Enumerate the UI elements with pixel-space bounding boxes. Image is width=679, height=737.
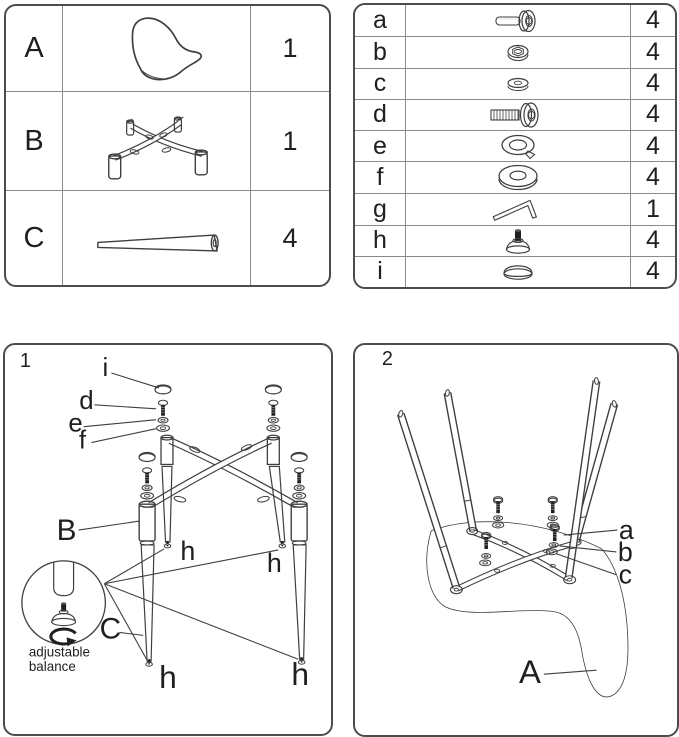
step1-panel bbox=[3, 343, 333, 736]
main-parts-table bbox=[4, 4, 331, 287]
hw-qty bbox=[630, 225, 675, 256]
hw-image-cell bbox=[405, 225, 630, 256]
hw-image-cell bbox=[405, 5, 630, 36]
long-bolt-icon bbox=[487, 100, 549, 130]
lock-nut-icon bbox=[500, 42, 536, 62]
short-bolt-icon bbox=[491, 8, 545, 34]
part-image-cell bbox=[62, 6, 250, 91]
label-nut-b: b bbox=[617, 536, 633, 567]
allen-key-icon bbox=[488, 195, 548, 223]
front-left-leg bbox=[139, 501, 155, 666]
front-right-leg bbox=[291, 501, 307, 664]
label-foot-h: h bbox=[159, 659, 177, 696]
seat-shell-icon bbox=[63, 7, 250, 91]
qty-value: 4 bbox=[646, 69, 660, 98]
label-bolt-d: d bbox=[79, 386, 94, 415]
hw-letter: f bbox=[376, 163, 384, 192]
qty-value: 1 bbox=[646, 194, 660, 223]
hw-label bbox=[355, 193, 405, 224]
hw-label bbox=[355, 99, 405, 130]
hw-letter: e bbox=[373, 131, 387, 160]
hardware-stack bbox=[155, 385, 171, 431]
callout-text-line2: balance bbox=[28, 659, 76, 675]
hw-qty bbox=[630, 256, 675, 287]
label-washer-c: c bbox=[618, 559, 633, 590]
end-cap-icon bbox=[499, 259, 537, 285]
hw-label bbox=[355, 256, 405, 287]
qty-value: 4 bbox=[646, 100, 660, 129]
hw-letter: a bbox=[373, 6, 387, 35]
hw-label bbox=[355, 130, 405, 161]
hw-label bbox=[355, 36, 405, 67]
part-qty bbox=[250, 91, 329, 190]
hardware-stack bbox=[265, 385, 281, 431]
hw-image-cell bbox=[405, 256, 630, 287]
part-image-cell bbox=[62, 190, 250, 285]
part-label bbox=[6, 91, 62, 190]
part-qty bbox=[250, 6, 329, 91]
qty-value: 4 bbox=[646, 131, 660, 160]
hw-letter: g bbox=[373, 194, 387, 223]
chair-leg-icon bbox=[63, 193, 250, 283]
label-foot-h: h bbox=[180, 535, 196, 566]
hw-label bbox=[355, 225, 405, 256]
hardware-table bbox=[353, 3, 677, 289]
part-qty bbox=[250, 190, 329, 285]
hw-letter: c bbox=[373, 69, 387, 98]
hw-image-cell bbox=[405, 99, 630, 130]
hw-label bbox=[355, 5, 405, 36]
label-flat-washer-f: f bbox=[78, 426, 87, 455]
part-label bbox=[6, 190, 62, 285]
hw-qty bbox=[630, 161, 675, 193]
qty-value: 4 bbox=[646, 226, 660, 255]
hw-qty bbox=[630, 36, 675, 67]
bolt-stack-upper-right bbox=[547, 497, 558, 528]
flat-washer-icon bbox=[491, 162, 545, 193]
hw-image-cell bbox=[405, 36, 630, 67]
spring-washer-icon bbox=[495, 131, 541, 161]
step1-diagram bbox=[5, 345, 327, 730]
qty-value: 4 bbox=[646, 257, 660, 286]
cross-base-icon bbox=[63, 92, 250, 190]
callout-text-line1: adjustable bbox=[28, 644, 90, 660]
part-label bbox=[6, 6, 62, 91]
part-image-cell bbox=[62, 91, 250, 190]
hw-image-cell bbox=[405, 68, 630, 99]
step2-number: 2 bbox=[381, 348, 393, 371]
qty-value: 1 bbox=[282, 33, 298, 63]
hardware-stack bbox=[139, 453, 155, 499]
label-leg-C: C bbox=[99, 612, 122, 646]
hardware-stack bbox=[291, 453, 307, 499]
hw-letter: d bbox=[373, 100, 387, 129]
label-seat-A: A bbox=[518, 653, 541, 691]
label-cap-i: i bbox=[102, 354, 109, 383]
hw-image-cell bbox=[405, 130, 630, 161]
part-letter: B bbox=[24, 124, 44, 157]
hw-qty bbox=[630, 130, 675, 161]
hw-label bbox=[355, 68, 405, 99]
label-base-B: B bbox=[56, 513, 77, 547]
hw-qty bbox=[630, 5, 675, 36]
hw-image-cell bbox=[405, 161, 630, 193]
qty-value: 4 bbox=[646, 37, 660, 66]
label-foot-h: h bbox=[291, 656, 310, 693]
label-bolt-a: a bbox=[618, 514, 634, 545]
hw-letter: h bbox=[373, 226, 387, 255]
step2-panel bbox=[353, 343, 679, 737]
label-spring-washer-e: e bbox=[68, 409, 83, 438]
hw-letter: i bbox=[377, 257, 383, 286]
step1-number: 1 bbox=[19, 350, 31, 373]
qty-value: 4 bbox=[282, 222, 298, 253]
qty-value: 1 bbox=[282, 125, 298, 156]
label-foot-h: h bbox=[266, 547, 282, 578]
hw-qty bbox=[630, 193, 675, 224]
hw-qty bbox=[630, 99, 675, 130]
adjustable-balance-callout bbox=[22, 561, 105, 646]
part-letter: A bbox=[24, 32, 44, 64]
small-washer-icon bbox=[500, 76, 536, 92]
part-letter: C bbox=[23, 221, 45, 254]
qty-value: 4 bbox=[646, 163, 660, 192]
adjustable-foot-icon bbox=[500, 226, 536, 256]
hw-qty bbox=[630, 68, 675, 99]
hw-label bbox=[355, 161, 405, 193]
step2-diagram bbox=[355, 345, 673, 731]
qty-value: 4 bbox=[646, 6, 660, 35]
hw-image-cell bbox=[405, 193, 630, 224]
hw-letter: b bbox=[373, 37, 387, 66]
